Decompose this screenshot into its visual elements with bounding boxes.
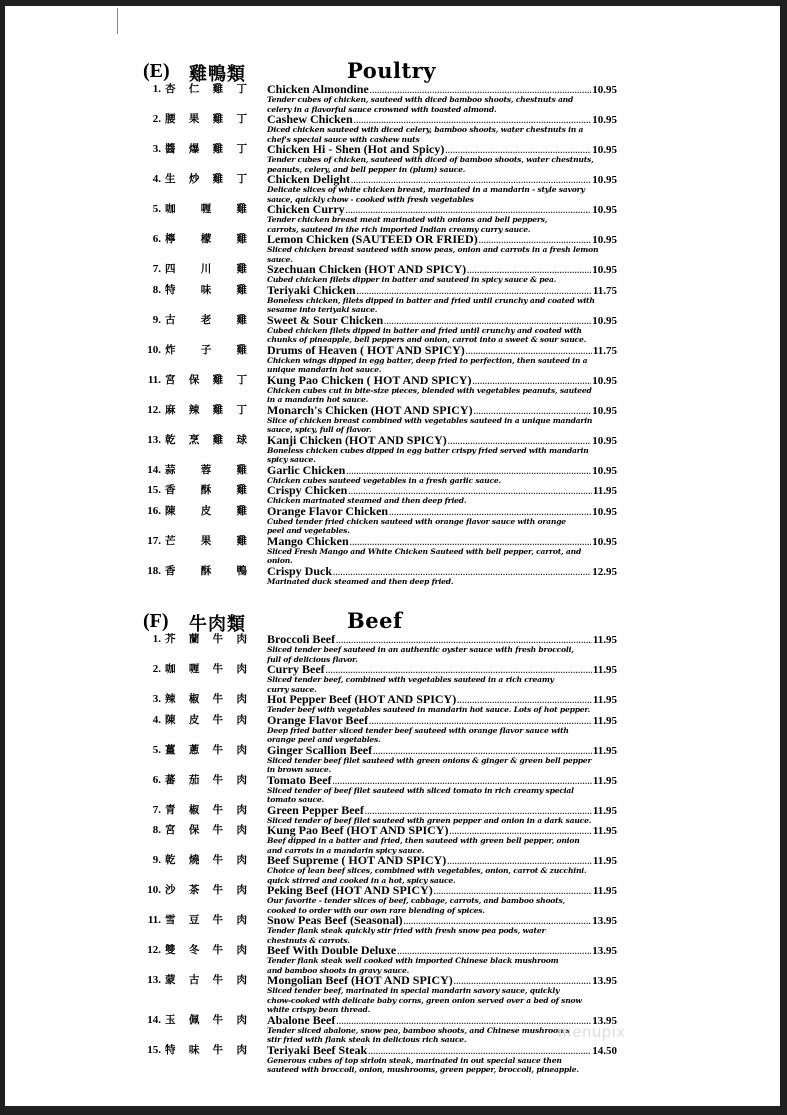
item-chinese-name: 薑蔥牛肉 [165, 744, 247, 756]
menu-item [137, 503, 617, 536]
menu-item [137, 742, 617, 775]
item-number: 8. [152, 824, 161, 836]
item-price: 10.95 [592, 264, 617, 276]
item-description: Tender beef with vegetables sauteed in mandarin hot sauce. Lots of hot pepper. [267, 705, 590, 714]
item-price: 11.95 [592, 804, 617, 817]
item-description: sesame into teriyaki sauce. [267, 305, 378, 314]
item-name-row [267, 144, 617, 155]
item-price: 11.95 [592, 694, 617, 706]
item-description: quick stirred and cooked in a hot, spicy sauce. [267, 875, 456, 885]
item-name: Garlic Chicken [267, 462, 346, 477]
item-name-row [267, 772, 617, 787]
item-name-row [267, 402, 617, 417]
item-price: 13.95 [592, 915, 617, 927]
menu-item [137, 282, 617, 315]
item-description: and carrots in a mandarin spicy sauce. [267, 845, 425, 855]
section-header [137, 60, 617, 84]
item-name: Chicken Hi - Shen (Hot and Spicy) [267, 142, 445, 156]
section-title: Beef [347, 608, 403, 633]
item-number: 5. [152, 203, 161, 215]
item-description: Delicate slices of white chicken breast, marinated in a mandarin - style savory [267, 185, 585, 194]
item-name-row [267, 114, 617, 125]
item-price: 13.95 [592, 1014, 617, 1027]
item-price: 10.95 [592, 434, 617, 447]
item-name: Green Pepper Beef [267, 802, 364, 817]
item-price: 11.95 [592, 634, 617, 646]
item-number: 4. [152, 713, 161, 726]
menu-item [137, 402, 617, 435]
item-name-row [267, 342, 617, 357]
item-description: Diced chicken sauteed with diced celery, bamboo shoots, water chestnuts in a [267, 125, 584, 134]
item-description: peanuts, celery, and bell pepper in (plum) sauce. [267, 164, 466, 174]
menu-item [137, 432, 617, 465]
item-price: 11.95 [592, 714, 617, 727]
item-number: 14. [147, 463, 161, 476]
item-description: chef's special sauce with cashew nuts [267, 134, 420, 144]
item-chinese-name: 雙冬牛肉 [165, 945, 247, 956]
item-description: Tender flank steak well cooked with imported Chinese black mushroom [267, 956, 559, 965]
item-description: Boneless chicken cubes dipped in egg batter crispy fried served with mandarin [267, 445, 589, 455]
item-name-row [267, 312, 617, 327]
item-description: onion. [267, 556, 293, 565]
item-name-row [267, 563, 617, 578]
item-description: Sliced tender beef, marinated in special mandarin savory sauce, quickly [267, 986, 560, 995]
scan-artifact-line [117, 8, 118, 34]
item-description: Tender cubes of chicken, sauteed with diced bamboo shoots, chestnuts and [267, 95, 574, 104]
section-code: (F) [143, 610, 169, 632]
item-description: chestnuts & carrots. [267, 935, 350, 945]
item-description: Choice of lean beef slices, combined with vegetables, onion, carrot & zucchini. [267, 866, 587, 875]
item-description: Cubed chicken filets dipped in batter and fried until crunchy and coated with [267, 325, 582, 335]
item-description: orange peel and vegetables. [267, 735, 381, 744]
item-number: 10. [147, 343, 161, 356]
dot-leader [472, 376, 591, 387]
item-number: 14. [147, 1013, 161, 1026]
item-chinese-name: 蒙古牛肉 [165, 975, 247, 986]
item-name: Teriyaki Chicken [267, 282, 356, 297]
item-description: celery in a flavorful sauce crowned with toasted almond. [267, 104, 497, 114]
dot-leader [357, 286, 592, 297]
item-chinese-name: 雪豆牛肉 [165, 915, 247, 926]
item-name: Kung Pao Chicken ( HOT AND SPICY) [267, 372, 472, 387]
menu-item [137, 802, 617, 826]
item-number: 9. [152, 313, 161, 326]
item-name-row [267, 485, 617, 496]
item-name-row [267, 174, 617, 185]
menu-item [137, 174, 617, 204]
item-number: 8. [152, 283, 161, 296]
item-description: tomato sauce. [267, 795, 324, 804]
item-chinese-name: 蒜蓉雞 [165, 464, 247, 476]
item-chinese-name: 醬爆雞丁 [165, 144, 247, 155]
item-description: Beef dipped in a batter and fried, then sauteed with green bell pepper, onion [267, 836, 580, 845]
item-number: 11. [147, 373, 161, 386]
item-description: curry sauce. [267, 684, 317, 694]
item-name-row [267, 664, 617, 675]
item-chinese-name: 辣椒牛肉 [165, 694, 247, 705]
item-chinese-name: 麻辣雞丁 [165, 404, 247, 416]
item-number: 2. [152, 663, 161, 675]
item-description: Sliced Fresh Mango and White Chicken Sauteed with bell pepper, carrot, and [267, 546, 582, 556]
item-price: 10.95 [592, 204, 617, 216]
item-name: Kanji Chicken (HOT AND SPICY) [267, 432, 447, 447]
item-number: 2. [152, 113, 161, 125]
item-name-row [267, 432, 617, 447]
menu-item [137, 825, 617, 855]
dot-leader [368, 1046, 591, 1057]
item-description: Generous cubes of top sirloin steak, marinated in out special sauce then [267, 1055, 562, 1065]
menu-item [137, 975, 617, 1015]
item-name-row [267, 742, 617, 757]
item-description: Tender chicken breast meat marinated with onions and bell peppers, [267, 215, 548, 224]
item-number: 1. [152, 633, 161, 645]
item-description: in a mandarin hot sauce. [267, 395, 369, 404]
menu-item [137, 885, 617, 915]
item-chinese-name: 芥蘭牛肉 [165, 634, 247, 645]
dot-leader [466, 346, 592, 357]
item-name: Hot Pepper Beef (HOT AND SPICY) [267, 692, 457, 706]
item-name-row [267, 84, 617, 95]
item-name: Chicken Almondine [267, 82, 369, 96]
item-number: 15. [147, 1043, 161, 1056]
item-description: Boneless chicken, filets dipped in batter and fried until crunchy and coated with [267, 295, 595, 305]
item-price: 13.95 [592, 975, 617, 987]
menu-item [137, 234, 617, 264]
item-chinese-name: 宮保雞丁 [165, 374, 247, 386]
item-chinese-name: 乾燒牛肉 [165, 855, 247, 866]
item-name: Beef Supreme ( HOT AND SPICY) [267, 853, 447, 867]
item-chinese-name: 沙茶牛肉 [165, 885, 247, 896]
dot-leader [389, 507, 591, 518]
item-chinese-name: 陳皮牛肉 [165, 714, 247, 726]
item-description: Tender sliced abalone, snow pea, bamboo shoots, and Chinese mushrooms [267, 1025, 570, 1035]
item-price: 10.95 [592, 535, 617, 548]
item-number: 4. [152, 173, 161, 185]
item-description: Sliced chicken breast sauteed with snow peas, onion and carrots in a fresh lemon [267, 245, 599, 254]
item-name-row [267, 694, 617, 705]
item-name-row [267, 234, 617, 245]
item-name: Tomato Beef [267, 772, 332, 787]
section-code: (E) [143, 60, 170, 82]
menu-item [137, 563, 617, 587]
item-name-row [267, 915, 617, 926]
item-name-row [267, 885, 617, 896]
item-chinese-name: 咖喱雞 [165, 204, 247, 215]
item-description: peel and vegetables. [267, 526, 350, 535]
item-description: Chicken wings dipped in egg batter, deep fried to perfection, then sauteed in a [267, 355, 588, 365]
item-chinese-name: 古老雞 [165, 314, 247, 326]
item-name-row [267, 462, 617, 477]
item-price: 11.95 [592, 885, 617, 897]
menu-item [137, 462, 617, 486]
menu-page [5, 6, 780, 1106]
item-description: Sliced tender beef sauteed in an authentic oyster sauce with fresh broccoli, [267, 645, 574, 654]
item-number: 5. [152, 743, 161, 756]
item-description: Chicken cubes sauteed vegetables in a fresh garlic sauce. [267, 475, 501, 485]
item-description: cooked to order with our own rare blending of spices. [267, 905, 485, 915]
menu-item [137, 264, 617, 285]
item-description: and bamboo shoots in gravy sauce. [267, 965, 410, 975]
item-name-row [267, 503, 617, 518]
item-number: 12. [147, 403, 161, 416]
item-description: Sliced tender of beef filet sauteed with green pepper and onion in a dark sauce. [267, 815, 592, 825]
item-name: Lemon Chicken (SAUTEED OR FRIED) [267, 232, 478, 246]
item-description: Chicken marinated steamed and then deep fried. [267, 496, 467, 505]
item-name: Ginger Scallion Beef [267, 742, 373, 757]
item-price: 10.95 [592, 464, 617, 477]
menu-item [137, 372, 617, 405]
section-header [137, 610, 617, 634]
item-price: 10.95 [592, 404, 617, 417]
item-name: Drums of Heaven ( HOT AND SPICY) [267, 342, 465, 357]
item-chinese-name: 玉佩牛肉 [165, 1014, 247, 1026]
item-name: Mango Chicken [267, 533, 349, 548]
item-number: 15. [147, 484, 161, 496]
item-name: Cashew Chicken [267, 112, 353, 126]
item-description: chunks of pineapple, bell peppers and onion, carrot into a sweet & sour sauce. [267, 335, 587, 344]
menu-item [137, 1012, 617, 1045]
dot-leader [333, 776, 592, 787]
item-price: 10.95 [592, 114, 617, 126]
item-name-row [267, 1042, 617, 1057]
item-name-row [267, 282, 617, 297]
item-chinese-name: 蕃茄牛肉 [165, 774, 247, 786]
item-name: Szechuan Chicken (HOT AND SPICY) [267, 262, 467, 276]
dot-leader [346, 466, 591, 477]
item-name-row [267, 825, 617, 836]
item-price: 11.75 [592, 284, 617, 297]
menu-item [137, 664, 617, 694]
item-name-row [267, 264, 617, 275]
item-name: Orange Flavor Chicken [267, 503, 389, 518]
item-number: 7. [152, 803, 161, 816]
item-description: Tender cubes of chicken, sauteed with diced of bamboo shoots, water chestnuts, [267, 155, 594, 164]
item-description: white crispy bean thread. [267, 1005, 371, 1014]
item-chinese-name: 炸子雞 [165, 344, 247, 356]
item-price: 10.95 [592, 374, 617, 387]
item-chinese-name: 香酥鴨 [165, 565, 247, 577]
item-number: 13. [147, 974, 161, 986]
item-description: Marinated duck steamed and then deep fried. [267, 576, 454, 586]
item-description: carrots, sauteed in the rich imported Indian creamy curry sauce. [267, 224, 531, 234]
watermark-logo: menupix [558, 1024, 626, 1041]
item-chinese-name: 杏仁雞丁 [165, 84, 247, 95]
menu-item [137, 772, 617, 805]
dot-leader [373, 746, 592, 757]
item-price: 11.95 [592, 664, 617, 676]
dot-leader [336, 1016, 591, 1027]
menu-item [137, 634, 617, 664]
section-chinese-title: 雞鴨類 [189, 64, 246, 84]
item-name: Crispy Chicken [267, 483, 348, 497]
item-chinese-name: 生炒雞丁 [165, 174, 247, 185]
item-chinese-name: 咖喱牛肉 [165, 664, 247, 675]
item-description: full of delicious flavor. [267, 654, 358, 664]
item-name: Snow Peas Beef (Seasonal) [267, 913, 403, 927]
menu-item [137, 694, 617, 715]
item-chinese-name: 香酥雞 [165, 485, 247, 496]
item-price: 10.95 [592, 505, 617, 518]
item-chinese-name: 乾烹雞球 [165, 434, 247, 446]
item-number: 3. [152, 693, 161, 705]
item-description: sauteed with broccoli, onion, mushrooms, green pepper, broccoli, pineapple. [267, 1065, 579, 1074]
item-number: 11. [147, 914, 161, 926]
menu-item [137, 114, 617, 144]
menu-item [137, 485, 617, 506]
item-price: 11.95 [592, 485, 617, 497]
section-chinese-title: 牛肉類 [189, 614, 246, 634]
menu-item [137, 342, 617, 375]
item-name: Teriyaki Beef Steak [267, 1042, 368, 1057]
item-name: Orange Flavor Beef [267, 712, 369, 727]
dot-leader [448, 436, 591, 447]
item-price: 14.50 [592, 1044, 617, 1057]
item-description: Deep fried batter sliced tender beef sauteed with orange flavor sauce with [267, 725, 569, 735]
menu-item [137, 1042, 617, 1075]
menu-item [137, 84, 617, 114]
item-price: 11.95 [592, 825, 617, 837]
item-number: 12. [147, 944, 161, 956]
item-description: chow-cooked with delicate baby corns, green onion served over a bed of snow [267, 995, 582, 1005]
section-beef [137, 610, 617, 1075]
item-description: in brown sauce. [267, 765, 331, 774]
item-number: 9. [152, 854, 161, 866]
menu-item [137, 915, 617, 945]
item-name: Sweet & Sour Chicken [267, 312, 384, 327]
item-chinese-name: 特味雞 [165, 284, 247, 296]
item-price: 13.95 [592, 945, 617, 957]
item-list [137, 634, 617, 1075]
item-price: 10.95 [592, 144, 617, 156]
dot-leader [474, 406, 592, 417]
section-poultry [137, 60, 617, 586]
item-price: 12.95 [592, 565, 617, 578]
item-name: Kung Pao Beef (HOT AND SPICY) [267, 823, 449, 837]
item-description: Chicken cubes cut in bite-size pieces, blended with vegetables peanuts, sauteed [267, 385, 592, 395]
item-name-row [267, 802, 617, 817]
item-name: Curry Beef [267, 662, 325, 676]
item-description: Slice of chicken breast combined with vegetables sauteed in a unique mandarin [267, 415, 593, 425]
dot-leader [333, 567, 591, 578]
item-chinese-name: 青椒牛肉 [165, 804, 247, 816]
item-price: 10.95 [592, 84, 617, 96]
menu-item [137, 533, 617, 566]
dot-leader [384, 316, 591, 327]
item-name-row [267, 533, 617, 548]
item-name-row [267, 634, 617, 645]
item-description: unique mandarin hot sauce. [267, 365, 382, 374]
menu-item [137, 312, 617, 345]
item-price: 11.95 [592, 774, 617, 787]
dot-leader [350, 537, 592, 548]
menu-item [137, 712, 617, 745]
menu-item [137, 855, 617, 885]
item-number: 10. [147, 884, 161, 896]
item-list [137, 84, 617, 586]
item-description: sauce. [267, 254, 293, 264]
menu-item [137, 204, 617, 234]
item-price: 11.95 [592, 744, 617, 757]
item-description: Sliced tender of beef filet sauteed with sliced tomato in rich creamy special [267, 785, 574, 795]
item-number: 1. [152, 83, 161, 95]
item-description: sauce, spicy, full of flavor. [267, 425, 372, 434]
item-name-row [267, 204, 617, 215]
item-name-row [267, 712, 617, 727]
item-price: 10.95 [592, 314, 617, 327]
item-name: Mongolian Beef (HOT AND SPICY) [267, 973, 453, 987]
item-description: Cubed chicken filets dipper in batter and sauteed in spicy sauce & pea. [267, 275, 557, 284]
item-chinese-name: 芒果雞 [165, 535, 247, 547]
item-name: Broccoli Beef [267, 632, 336, 646]
item-number: 6. [152, 233, 161, 245]
item-number: 3. [152, 143, 161, 155]
section-title: Poultry [347, 58, 436, 83]
item-description: spicy sauce. [267, 455, 316, 464]
item-number: 17. [147, 534, 161, 547]
item-description: Sliced tender beef, combined with vegetables sauteed in a rich creamy [267, 675, 554, 684]
item-description: sauce, quickly chow - cooked with fresh vegetables [267, 194, 474, 204]
menu-item [137, 144, 617, 174]
item-description: Sliced tender beef filet sauteed with green onions & ginger & green bell pepper [267, 755, 592, 765]
menu-item [137, 945, 617, 975]
item-price: 10.95 [592, 234, 617, 246]
item-name: Abalone Beef [267, 1012, 336, 1027]
item-chinese-name: 特味牛肉 [165, 1044, 247, 1056]
item-number: 16. [147, 504, 161, 517]
item-name-row [267, 372, 617, 387]
dot-leader [365, 806, 592, 817]
item-name: Beef With Double Deluxe [267, 943, 397, 957]
item-price: 10.95 [592, 174, 617, 186]
item-description: Tender flank steak quickly stir fried with fresh snow pea pods, water [267, 926, 546, 935]
item-price: 11.75 [592, 344, 617, 357]
item-chinese-name: 四川雞 [165, 264, 247, 275]
item-chinese-name: 檸檬雞 [165, 234, 247, 245]
item-price: 11.95 [592, 855, 617, 867]
item-number: 13. [147, 433, 161, 446]
item-name: Monarch's Chicken (HOT AND SPICY) [267, 402, 473, 417]
item-chinese-name: 陳皮雞 [165, 505, 247, 517]
item-description: Cubed tender fried chicken sauteed with orange flavor sauce with orange [267, 516, 566, 526]
item-number: 6. [152, 773, 161, 786]
dot-leader [369, 716, 592, 727]
item-name-row [267, 945, 617, 956]
item-name-row [267, 975, 617, 986]
item-chinese-name: 宮保牛肉 [165, 825, 247, 836]
item-name: Chicken Delight [267, 172, 351, 186]
item-name-row [267, 855, 617, 866]
item-name: Chicken Curry [267, 202, 345, 216]
item-number: 18. [147, 564, 161, 577]
item-chinese-name: 腰果雞丁 [165, 114, 247, 125]
item-name: Peking Beef (HOT AND SPICY) [267, 883, 433, 897]
item-name: Crispy Duck [267, 563, 333, 578]
item-description: Our favorite - tender slices of beef, cabbage, carrots, and bamboo shoots, [267, 896, 565, 905]
item-number: 7. [152, 263, 161, 275]
item-description: stir fried with flank steak in delicious rich sauce. [267, 1035, 467, 1044]
